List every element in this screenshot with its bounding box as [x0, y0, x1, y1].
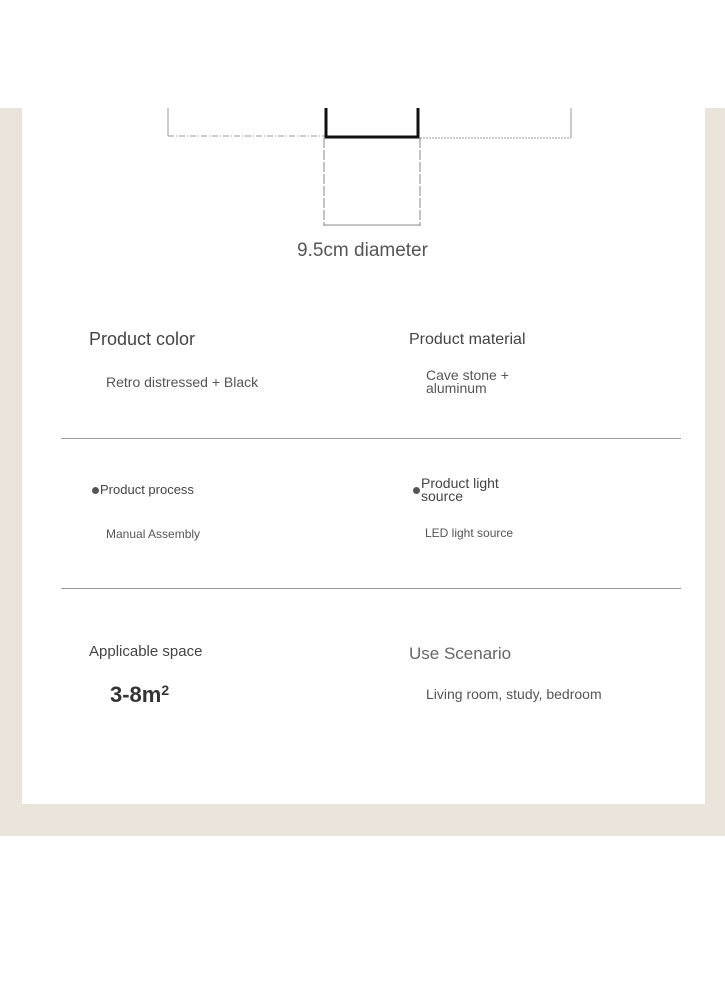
product-light-source-label-line1: Product light	[421, 475, 499, 491]
product-process-value: Manual Assembly	[106, 527, 201, 541]
product-material-value-line2: aluminum	[426, 380, 487, 396]
applicable-space-value-block	[110, 682, 169, 708]
product-material-value-line1: Cave stone +	[426, 367, 509, 383]
divider	[61, 438, 681, 439]
bullet-dot-icon	[92, 487, 99, 494]
product-process-label: Product process	[100, 482, 194, 497]
product-light-source-label-line2: source	[421, 488, 464, 504]
use-scenario-value: Living room, study, bedroom	[426, 686, 602, 702]
lamp-base-dimension-diagram	[0, 0, 725, 240]
use-scenario-label: Use Scenario	[409, 644, 512, 663]
product-material-label: Product material	[409, 331, 526, 348]
product-color-label: Product color	[89, 329, 196, 349]
product-material-value	[426, 369, 509, 395]
product-light-source-value: LED light source	[425, 526, 514, 540]
divider	[61, 588, 681, 589]
product-color-value: Retro distressed + Black	[106, 374, 259, 390]
applicable-space-unit-superscript: 2	[161, 682, 170, 698]
applicable-space-value: 3-8m	[110, 682, 162, 707]
diameter-label: 9.5cm diameter	[297, 240, 428, 261]
product-process-heading	[92, 482, 194, 497]
product-light-source-heading	[421, 477, 499, 503]
applicable-space-label: Applicable space	[89, 643, 203, 660]
bullet-dot-icon	[413, 487, 420, 494]
